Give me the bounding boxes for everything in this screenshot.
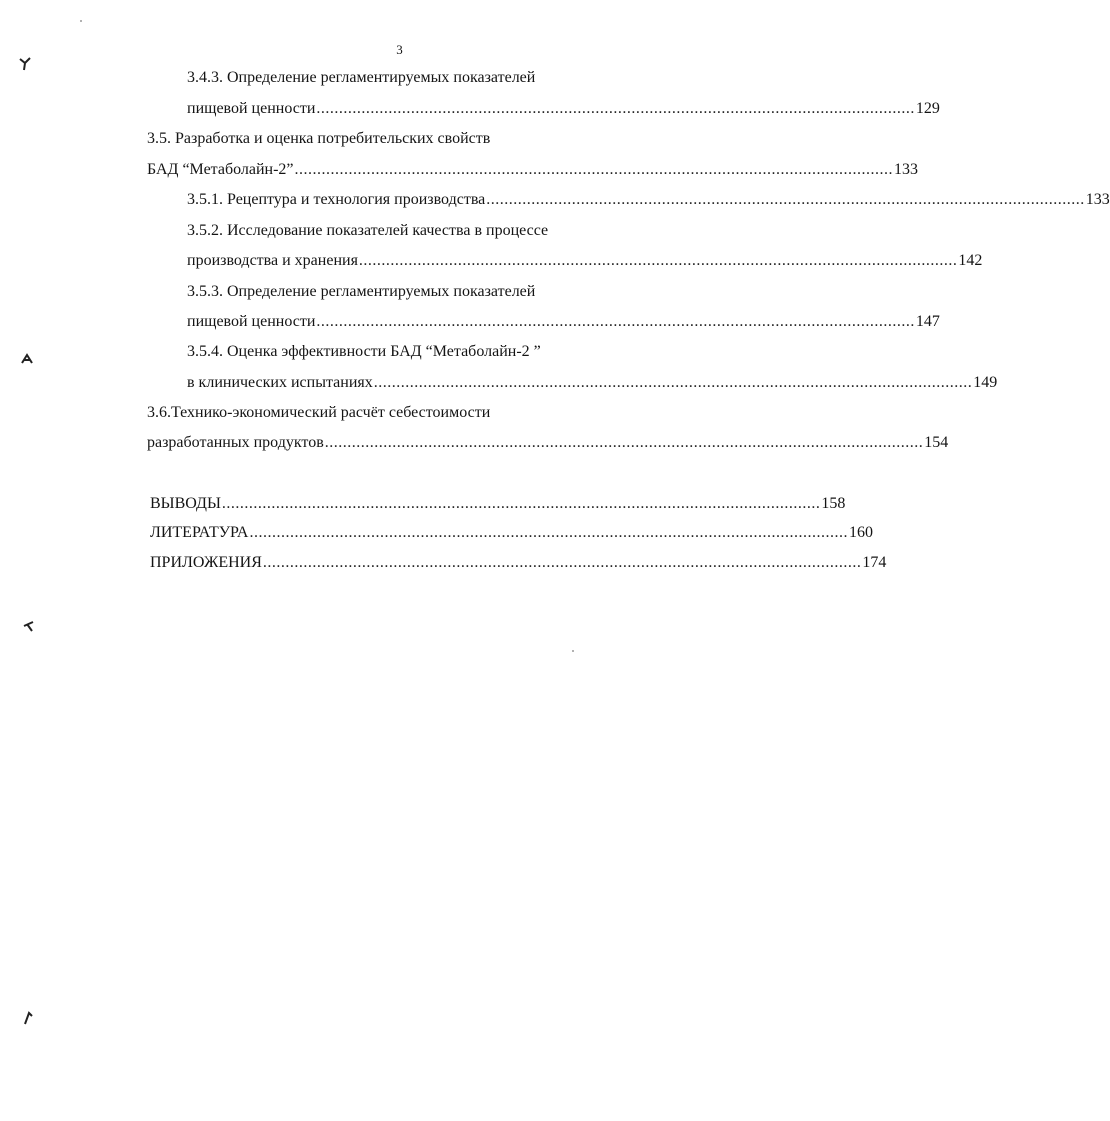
toc-entry-title: пищевой ценности xyxy=(187,100,316,117)
dot-leader: ..................................................................................................................................... xyxy=(373,374,973,391)
toc-entry-3-5-2[interactable] xyxy=(187,251,983,271)
toc-entry-literature[interactable] xyxy=(150,523,873,543)
toc-entry-3-5-3-title: 3.5.3. Определение регламентируемых показателей xyxy=(187,283,536,300)
toc-page-number: 133 xyxy=(894,161,919,178)
toc-entry-3-5-4-title: 3.5.4. Оценка эффективности БАД “Метаболайн-2 ” xyxy=(187,343,541,360)
toc-entry-title: производства и хранения xyxy=(187,252,358,269)
toc-entry-title: 3.5.1. Рецептура и технология производства xyxy=(187,191,486,208)
dot-leader: ..................................................................................................................................... xyxy=(324,434,924,451)
dot-leader: ..................................................................................................................................... xyxy=(249,524,848,541)
toc-page-number: 160 xyxy=(848,524,873,541)
dot-leader: ..................................................................................................................................... xyxy=(358,252,958,269)
toc-entry-3-4-3[interactable] xyxy=(187,99,940,119)
toc-page-number: 133 xyxy=(1085,191,1110,208)
toc-entry-3-5-2-title: 3.5.2. Исследование показателей качества в процессе xyxy=(187,222,549,239)
toc-page-number: 158 xyxy=(821,495,846,512)
dot-leader: ..................................................................................................................................... xyxy=(262,554,862,571)
toc-entry-conclusions[interactable] xyxy=(150,494,846,514)
page-number: 3 xyxy=(396,42,403,57)
dot-leader: ..................................................................................................................................... xyxy=(316,100,915,117)
dot-leader: ..................................................................................................................................... xyxy=(486,191,1085,208)
toc-entry-3-6[interactable] xyxy=(147,433,949,453)
scan-dust-2 xyxy=(572,650,574,652)
dot-leader: ..................................................................................................................................... xyxy=(316,313,915,330)
toc-entry-title: пищевой ценности xyxy=(187,313,316,330)
toc-entry-title: ПРИЛОЖЕНИЯ xyxy=(150,554,262,571)
toc-page-number: 142 xyxy=(958,252,983,269)
scan-mark-2 xyxy=(20,352,34,370)
toc-page-number: 149 xyxy=(973,374,998,391)
dot-leader: ..................................................................................................................................... xyxy=(294,161,894,178)
scan-mark-1 xyxy=(18,56,32,76)
scan-mark-4 xyxy=(22,1010,34,1030)
toc-entry-title: разработанных продуктов xyxy=(147,434,324,451)
toc-entry-title: ВЫВОДЫ xyxy=(150,495,221,512)
dot-leader: ..................................................................................................................................... xyxy=(221,495,821,512)
toc-entry-3-6-title: 3.6.Технико-экономический расчёт себестоимости xyxy=(147,404,491,421)
toc-entry-3-5[interactable] xyxy=(147,160,919,180)
toc-entry-3-5-1[interactable] xyxy=(187,190,1110,210)
toc-entry-3-5-3[interactable] xyxy=(187,312,940,332)
toc-entry-title: в клинических испытаниях xyxy=(187,374,373,391)
toc-entry-3-5-4[interactable] xyxy=(187,373,998,393)
toc-page-number: 129 xyxy=(915,100,940,117)
scan-mark-3 xyxy=(22,619,36,637)
toc-page-number: 147 xyxy=(915,313,940,330)
toc-entry-appendices[interactable] xyxy=(150,553,887,573)
toc-entry-3-4-3-title: 3.4.3. Определение регламентируемых показателей xyxy=(187,69,536,86)
toc-entry-title: ЛИТЕРАТУРА xyxy=(150,524,249,541)
toc-page-number: 154 xyxy=(924,434,949,451)
toc-entry-3-5-title: 3.5. Разработка и оценка потребительских свойств xyxy=(147,130,491,147)
scan-dust-1 xyxy=(80,20,82,22)
toc-page-number: 174 xyxy=(862,554,887,571)
toc-entry-title: БАД “Метаболайн-2” xyxy=(147,161,294,178)
